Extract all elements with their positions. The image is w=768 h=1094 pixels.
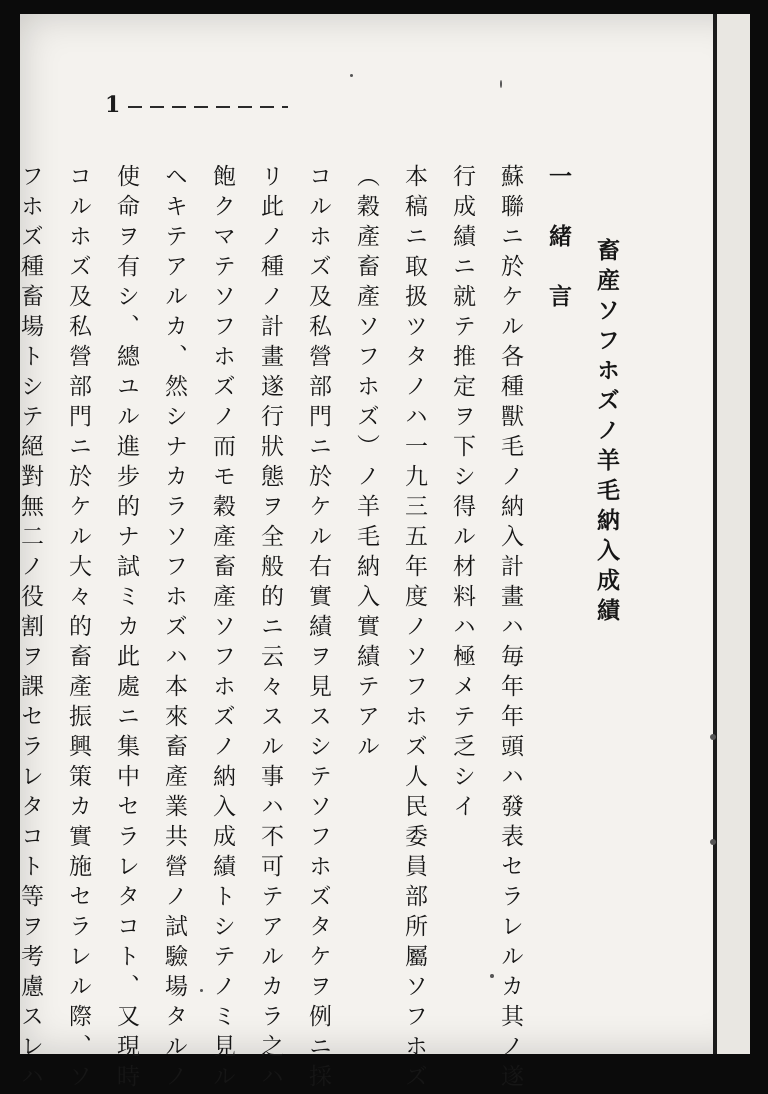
scan-speck <box>490 974 494 978</box>
text-line: 使命ヲ有シ、總ユル進步的ナ試ミカ此處ニ集中セラレタコト、又現時 <box>113 164 139 1094</box>
text-line: コルホズ及私營部門ニ於ケル右實績ヲ見スシテソフホズタケヲ例ニ採 <box>305 164 331 1094</box>
document-title: 畜産ソフホズノ羊毛納入成績 <box>593 238 620 628</box>
text-line: ヘキテアルカ、然シナカラソフホズハ本來畜產業共營ノ試驗場タルノ <box>161 164 187 1094</box>
section-heading: 一 緒 言 <box>545 164 572 314</box>
text-line: 行成績ニ就テ推定ヲ下シ得ル材料ハ極メテ乏シイ <box>449 164 475 824</box>
text-line: フホズ種畜場トシテ絕對無二ノ役割ヲ課セラレタコト等ヲ考慮スレハ <box>17 164 43 1094</box>
scan-speck <box>710 839 716 845</box>
scan-speck <box>350 74 353 77</box>
text-line: 飽クマテソフホズノ而モ穀產畜產ソフホズノ納入成績トシテノミ見ル <box>209 164 235 1094</box>
binding-margin <box>717 14 750 1054</box>
text-line: （穀產畜產ソフホズ）ノ羊毛納入實績テアル <box>353 164 379 764</box>
page-number: 1 <box>105 92 121 118</box>
vertical-text-block <box>17 164 630 1094</box>
document-page <box>17 14 750 1094</box>
text-line: リ此ノ種ノ計畫遂行狀態ヲ全般的ニ云々スル事ハ不可テアルカラ之ハ <box>257 164 283 1094</box>
text-line: コルホズ及私營部門ニ於ケル大々的畜產振興策カ實施セラレル際、ソ <box>65 164 91 1094</box>
scan-speck <box>200 989 203 992</box>
scan-speck <box>710 734 716 740</box>
header-rule <box>128 106 288 108</box>
scan-speck <box>500 80 502 88</box>
text-line: 本稿ニ取扱ツタノハ一九三五年度ノソフホズ人民委員部所屬ソフホズ <box>401 164 427 1094</box>
text-line: 蘇聯ニ於ケル各種獸毛ノ納入計畫ハ毎年年頭ハ發表セラレルカ其ノ遂 <box>497 164 523 1094</box>
